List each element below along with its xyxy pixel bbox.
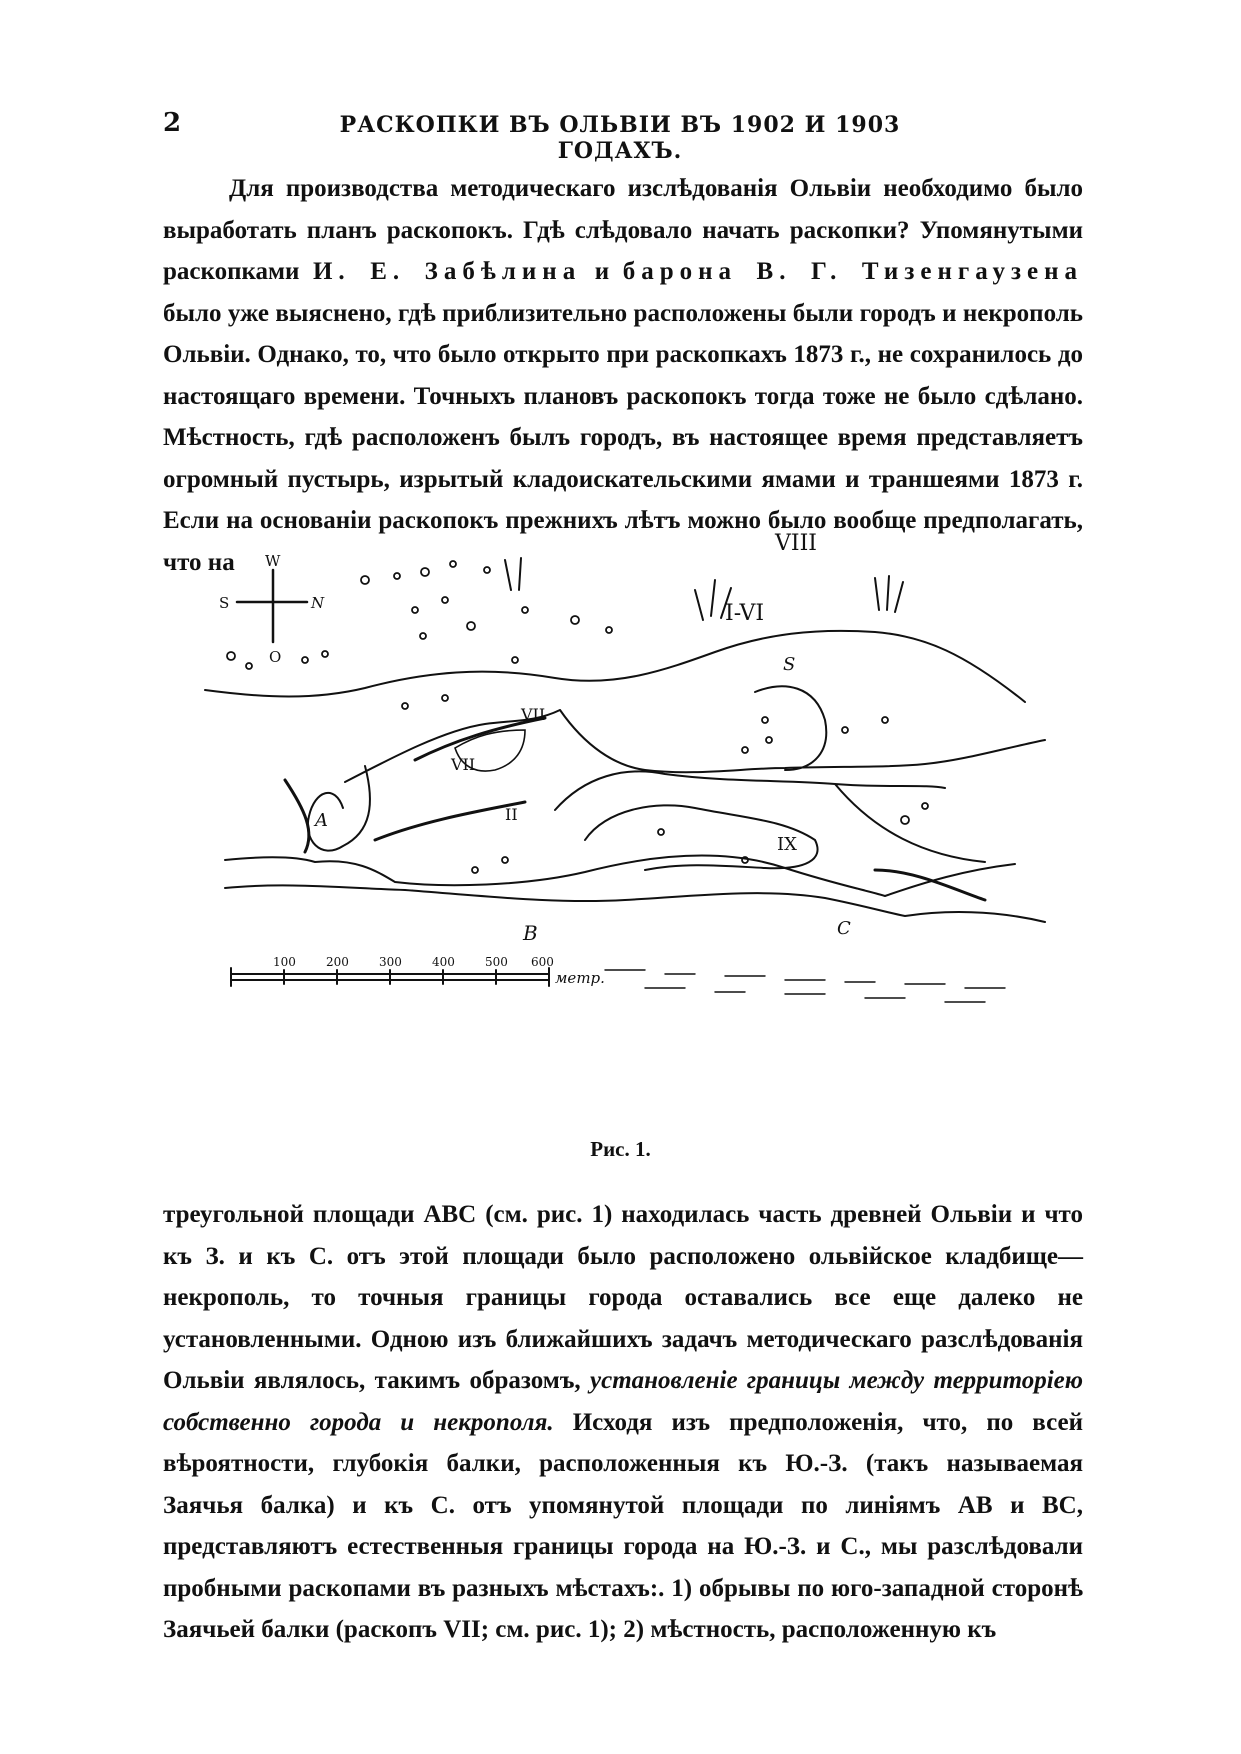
- compass-label-right: N: [311, 594, 325, 612]
- point-label-s: S: [783, 654, 796, 675]
- paragraph-bottom: [163, 1194, 1083, 1651]
- figure-caption: Рис. 1.: [590, 1137, 651, 1161]
- shore-hatching: [605, 970, 1005, 1002]
- excavation-pits: [227, 561, 928, 873]
- scale-tick-400: 400: [432, 955, 455, 969]
- area-label-ix: IX: [777, 834, 797, 855]
- paragraph-bottom-text-1: треугольной площади ABC (см. рис. 1) находилась часть древней Ольвіи и что къ З. и къ С. отъ этой площади было расположено ольвійское кладбище—некрополь, то точныя границы города оставались все еще далеко не установленными. Одною изъ ближайшихъ задачъ методическаго разслѣдованія Ольвіи являлось, такимъ образомъ,: [163, 1201, 1083, 1394]
- running-title: РАСКОПКИ ВЪ ОЛЬВIИ ВЪ 1902 И 1903 ГОДАХЪ.: [339, 112, 901, 164]
- scale-tick-300: 300: [379, 955, 402, 969]
- paragraph-bottom-text-2: Исходя изъ предположенія, что, по всей вѣроятности, глубокія балки, расположенныя къ Ю.-З. (такъ называемая Заячья балка) и къ С. отъ упомянутой площади по линіямъ AB и BC, представляютъ естественныя границы города на Ю.-З. и С., мы разслѣдовали пробными раскопами въ разныхъ мѣстахъ:. 1) обрывы по юго-западной сторонѣ Заячьей балки (раскопъ VII; см. рис. 1); 2) мѣстность, расположенную къ: [163, 1408, 1083, 1643]
- scale-unit: метр.: [555, 969, 605, 987]
- terrain-contours: [205, 631, 1045, 922]
- area-label-i-vi: I-VI: [725, 601, 765, 626]
- paragraph-top-text-2: и: [581, 258, 623, 285]
- area-label-ii: II: [505, 805, 518, 824]
- area-label-vii-lower: VII: [451, 755, 476, 774]
- paragraph-top: [163, 168, 1083, 583]
- point-label-b: B: [523, 921, 538, 945]
- emphasized-phrase: установленіе границы между территоріею собственно города и некрополя.: [163, 1367, 1083, 1436]
- compass-label-left: S: [219, 594, 230, 612]
- page-number: 2: [163, 108, 182, 138]
- point-label-a: A: [315, 810, 328, 831]
- paragraph-top-text-3: было уже выяснено, гдѣ приблизительно расположены были городъ и некрополь Ольвіи. Однако, то, что было открыто при раскопкахъ 1873 г., не сохранилось до настоящаго времени. Точныхъ плановъ раскопокъ тогда тоже не было сдѣлано. Мѣстность, гдѣ расположенъ былъ городъ, въ настоящее время представляетъ огромный пустырь, изрытый кладоискательскими ямами и траншеями 1873 г. Если на основаніи раскопокъ прежнихъ лѣтъ можно было вообще предполагать, что на: [163, 299, 1083, 576]
- scale-tick-500: 500: [485, 955, 508, 969]
- compass-rose: [219, 552, 325, 666]
- area-label-vii-upper: VII: [521, 705, 546, 724]
- compass-label-top: W: [265, 552, 281, 570]
- author-name-zabelin: И. Е. Забѣлина: [312, 258, 582, 285]
- scale-tick-600: 600: [531, 955, 554, 969]
- scale-tick-200: 200: [326, 955, 349, 969]
- area-label-viii: VIII: [775, 531, 817, 556]
- compass-label-bottom: O: [269, 648, 282, 666]
- point-label-c: C: [837, 918, 851, 939]
- scale-tick-100: 100: [273, 955, 296, 969]
- paragraph-top-text-1: Для производства методическаго изслѣдованія Ольвіи необходимо было выработать планъ раскопокъ. Гдѣ слѣдовало начать раскопки? Упомянутыми раскопками: [163, 175, 1083, 285]
- author-name-tiesenhausen: барона В. Г. Тизенгаузена: [622, 258, 1084, 285]
- olbia-site-map: [219, 531, 1055, 1110]
- site-map-figure: [219, 531, 1055, 1110]
- scale-bar: [231, 955, 605, 987]
